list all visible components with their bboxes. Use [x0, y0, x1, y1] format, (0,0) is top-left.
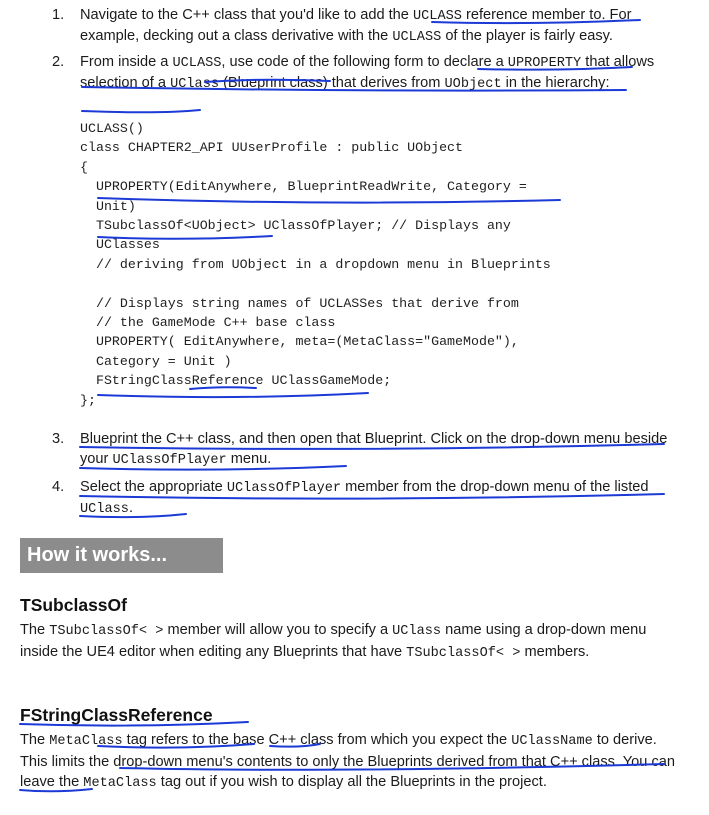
step-number: 1. — [52, 7, 65, 23]
step-text: Navigate to the C++ class that you'd like to add the UCLASS reference member to. For example, decking out a class derivative with the UCLASS of the player is fairly easy. — [80, 7, 632, 45]
code-line: // Displays string names of UCLASSes that derive from — [80, 295, 519, 311]
step-text: Select the appropriate UClassOfPlayer member from the drop-down menu of the listed UClass. — [80, 479, 649, 517]
step-1 — [52, 6, 692, 47]
step-text: Blueprint the C++ class, and then open that Blueprint. Click on the drop-down menu beside your UClassOfPlayer menu. — [80, 431, 668, 468]
code-line: class CHAPTER2_API UUserProfile : public UObject — [80, 140, 464, 156]
pen-underline — [82, 110, 200, 112]
inline-code: UCLASS — [412, 9, 462, 24]
inline-code: UObject — [444, 76, 502, 92]
section-banner: How it works... — [20, 538, 223, 573]
paragraph-tsubclassof: The TSubclassOf< > member will allow you to specify a UClass name using a drop-down menu inside the UE4 editor when editing any Blueprints that have TSubclassOf< > members. — [20, 622, 647, 661]
inline-code: TSubclassOf< > — [406, 646, 521, 661]
inline-code: UClass — [170, 76, 220, 92]
step-2 — [52, 53, 692, 94]
step-3 — [52, 430, 692, 470]
inline-code: UClassOfPlayer — [112, 452, 227, 468]
code-line: Category = Unit ) — [80, 353, 232, 369]
inline-code: MetaClass — [49, 734, 123, 749]
code-line: // the GameMode C++ base class — [80, 315, 336, 331]
code-line: UPROPERTY(EditAnywhere, BlueprintReadWrite, Category = — [80, 179, 527, 195]
inline-code: UPROPERTY — [507, 56, 582, 71]
inline-code: UClass — [80, 501, 129, 517]
code-line: TSubclassOf<UObject> UClassOfPlayer; // Displays any — [80, 218, 511, 234]
step-number: 4. — [52, 479, 65, 495]
code-line: FStringClassReference UClassGameMode; — [80, 373, 392, 389]
code-line — [80, 274, 690, 293]
inline-code: UClass — [392, 624, 442, 639]
code-block — [80, 119, 690, 410]
step-text: From inside a UCLASS, use code of the following form to declare a UPROPERTY that allows selection of a UClass (Blueprint class) that derives from UObject in the hierarchy: — [80, 54, 655, 92]
code-line: UClasses — [80, 237, 160, 253]
inline-code: MetaClass — [83, 776, 157, 791]
code-line: }; — [80, 392, 96, 408]
code-line: Unit) — [80, 198, 136, 214]
step-number: 3. — [52, 431, 65, 447]
code-line: { — [80, 159, 88, 175]
heading-tsubclassof: TSubclassOf — [20, 595, 127, 615]
step-number: 2. — [52, 54, 65, 70]
inline-code: UCLASS — [172, 56, 222, 71]
inline-code: UClassOfPlayer — [226, 481, 342, 496]
code-line: UPROPERTY( EditAnywhere, meta=(MetaClass="GameMode"), — [80, 334, 519, 350]
heading-fstringclassreference: FStringClassReference — [20, 705, 213, 725]
inline-code: TSubclassOf< > — [49, 624, 164, 639]
code-line: UCLASS() — [80, 121, 144, 136]
step-4 — [52, 478, 692, 519]
inline-code: UClassName — [511, 734, 593, 749]
paragraph-fstringclassreference: The MetaClass tag refers to the base C++ class from which you expect the UClassName to derive. This limits the drop-down menu's contents to only the Blueprints derived from that C++ class. You can leave the MetaClass tag out if you wish to display all the Blueprints in the project. — [20, 732, 675, 791]
inline-code: UCLASS — [392, 29, 442, 45]
code-line: // deriving from UObject in a dropdown menu in Blueprints — [80, 256, 551, 272]
